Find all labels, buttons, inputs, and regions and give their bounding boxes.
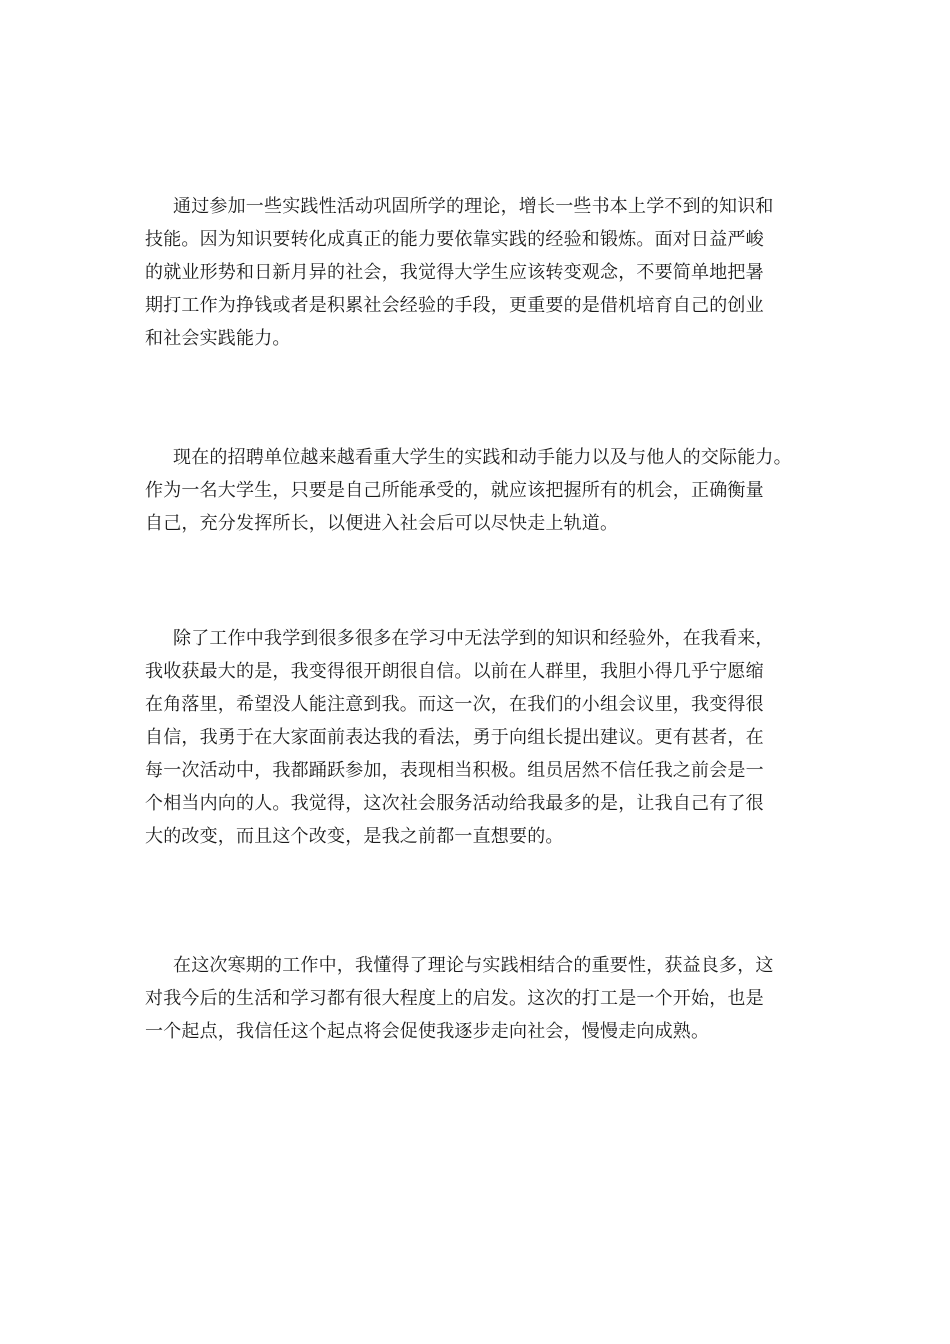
- paragraph-recruitment: [145, 441, 825, 540]
- paragraph-personal-growth: [145, 622, 825, 853]
- paragraph-line: 现在的招聘单位越来越看重大学生的实践和动手能力以及与他人的交际能力。: [173, 447, 792, 468]
- paragraph-line: 个相当内向的人。我觉得，这次社会服务活动给我最多的是，让我自己有了很: [145, 793, 764, 814]
- paragraph-line: 通过参加一些实践性活动巩固所学的理论，增长一些书本上学不到的知识和: [173, 196, 774, 217]
- paragraph-line: 在这次寒期的工作中，我懂得了理论与实践相结合的重要性，获益良多，这: [173, 955, 774, 976]
- paragraph-line: 我收获最大的是，我变得很开朗很自信。以前在人群里，我胆小得几乎宁愿缩: [145, 661, 764, 682]
- paragraph-line: 除了工作中我学到很多很多在学习中无法学到的知识和经验外，在我看来，: [173, 628, 774, 649]
- paragraph-line: 对我今后的生活和学习都有很大程度上的启发。这次的打工是一个开始，也是: [145, 988, 764, 1009]
- paragraph-line: 大的改变，而且这个改变，是我之前都一直想要的。: [145, 826, 564, 847]
- paragraph-practice-value: [145, 190, 825, 355]
- paragraph-line: 在角落里，希望没人能注意到我。而这一次，在我们的小组会议里，我变得很: [145, 694, 764, 715]
- paragraph-line: 作为一名大学生，只要是自己所能承受的，就应该把握所有的机会，正确衡量: [145, 480, 764, 501]
- paragraph-line: 自信，我勇于在大家面前表达我的看法，勇于向组长提出建议。更有甚者，在: [145, 727, 764, 748]
- paragraph-line: 的就业形势和日新月异的社会，我觉得大学生应该转变观念，不要简单地把暑: [145, 262, 764, 283]
- paragraph-line: 技能。因为知识要转化成真正的能力要依靠实践的经验和锻炼。面对日益严峻: [145, 229, 764, 250]
- paragraph-line: 期打工作为挣钱或者是积累社会经验的手段，更重要的是借机培育自己的创业: [145, 295, 764, 316]
- paragraph-line: 每一次活动中，我都踊跃参加，表现相当积极。组员居然不信任我之前会是一: [145, 760, 764, 781]
- paragraph-line: 一个起点，我信任这个起点将会促使我逐步走向社会，慢慢走向成熟。: [145, 1021, 710, 1042]
- paragraph-line: 和社会实践能力。: [145, 328, 291, 349]
- paragraph-conclusion: [145, 949, 825, 1048]
- paragraph-line: 自己，充分发挥所长，以便进入社会后可以尽快走上轨道。: [145, 513, 619, 534]
